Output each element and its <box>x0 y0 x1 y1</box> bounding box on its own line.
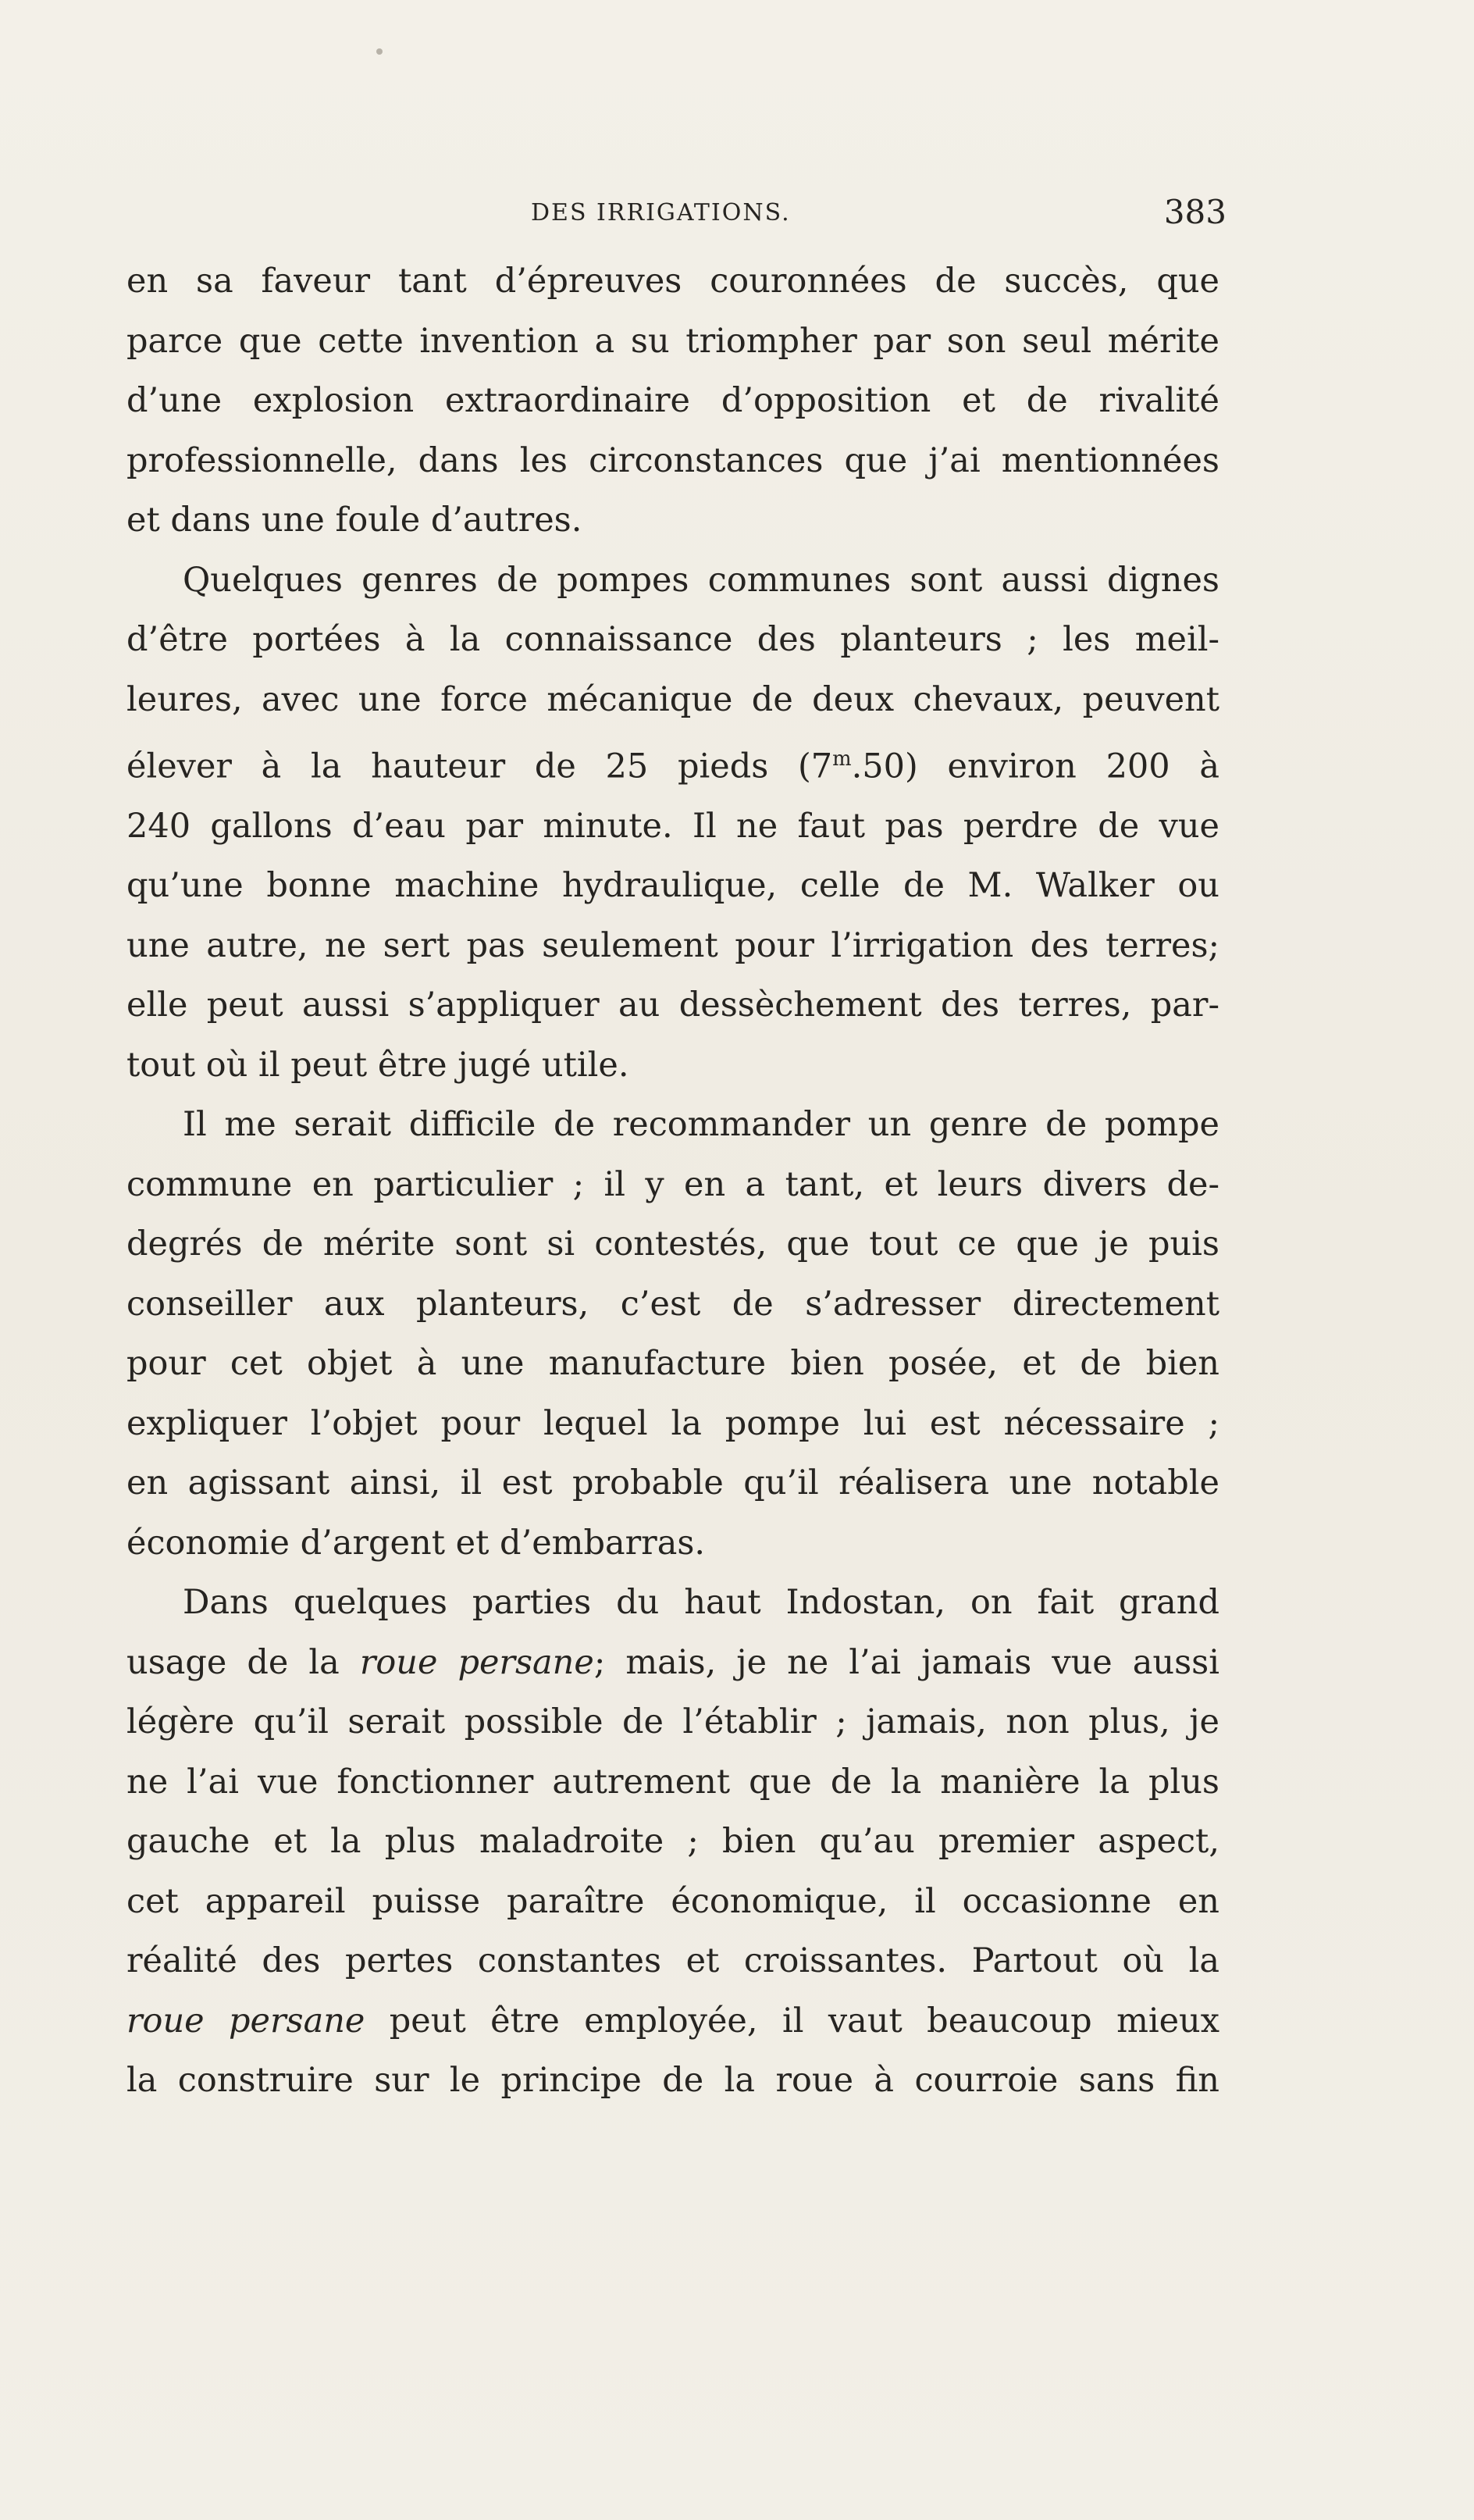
text-line: degrés de mérite sont si contestés, que tout ce que je puis <box>126 1224 1219 1264</box>
paper-speck <box>376 48 383 55</box>
text-line: d’une explosion extraordinaire d’opposition et de rivalité <box>126 381 1219 420</box>
text-line: gauche et la plus maladroite ; bien qu’au premier aspect, <box>126 1822 1219 1862</box>
text-line: en sa faveur tant d’épreuves couronnées de succès, que <box>126 262 1219 301</box>
page-header <box>0 190 1474 237</box>
paragraph-3 <box>126 1095 1219 1573</box>
paragraph-1 <box>126 251 1219 551</box>
text-line: d’être portées à la connaissance des planteurs ; les meil- <box>126 620 1219 659</box>
text-line: Dans quelques parties du haut Indostan, on fait grand <box>183 1583 1219 1623</box>
text-line: une autre, ne sert pas seulement pour l’irrigation des terres; <box>126 925 1219 965</box>
text-line: la construire sur le principe de la roue à courroie sans fin <box>126 2061 1219 2101</box>
text-line: légère qu’il serait possible de l’établir ; jamais, non plus, je <box>126 1702 1219 1742</box>
text-line: économie d’argent et d’embarras. <box>126 1523 706 1563</box>
text-line: leures, avec une force mécanique de deux chevaux, peuvent <box>126 679 1219 719</box>
text-line: cet appareil puisse paraître économique, il occasionne en <box>126 1881 1219 1921</box>
text-line: parce que cette invention a su triompher par son seul mérite <box>126 321 1219 361</box>
text-line: réalité des pertes constantes et croissantes. Partout où la <box>126 1941 1219 1981</box>
page-number: 383 <box>1163 193 1227 231</box>
text-line: en agissant ainsi, il est probable qu’il réalisera une notable <box>126 1463 1219 1503</box>
text-line: elle peut aussi s’appliquer au dessèchement des terres, par- <box>126 986 1219 1025</box>
text-line: tout où il peut être jugé utile. <box>126 1045 629 1085</box>
text-line: pour cet objet à une manufacture bien posée, et de bien <box>126 1344 1219 1384</box>
text-line: professionnelle, dans les circonstances que j’ai mentionnées <box>126 440 1219 480</box>
text-line: et dans une foule d’autres. <box>126 501 582 540</box>
text-line: Quelques genres de pompes communes sont aussi dignes <box>183 560 1219 600</box>
paragraph-2 <box>126 551 1219 1096</box>
text-line: commune en particulier ; il y en a tant, et leurs divers de- <box>126 1164 1219 1204</box>
body-text <box>126 251 1219 2111</box>
running-head: DES IRRIGATIONS. <box>531 199 791 226</box>
text-line: Il me serait difficile de recommander un genre de pompe <box>183 1105 1219 1145</box>
text-line: usage de la roue persane; mais, je ne l’ai jamais vue aussi <box>126 1642 1219 1682</box>
text-line: ne l’ai vue fonctionner autrement que de la manière la plus <box>126 1762 1219 1802</box>
text-line: qu’une bonne machine hydraulique, celle de M. Walker ou <box>126 866 1219 906</box>
text-line: conseiller aux planteurs, c’est de s’adresser directement <box>126 1284 1219 1324</box>
text-line: élever à la hauteur de 25 pieds (7$^m$.50) environ 200 à <box>126 747 1219 786</box>
text-line: roue persane peut être employée, il vaut beaucoup mieux <box>126 2001 1219 2041</box>
paragraph-4 <box>126 1573 1219 2111</box>
text-line: expliquer l’objet pour lequel la pompe lui est nécessaire ; <box>126 1403 1219 1443</box>
text-line: 240 gallons d’eau par minute. Il ne faut pas perdre de vue <box>126 806 1219 846</box>
